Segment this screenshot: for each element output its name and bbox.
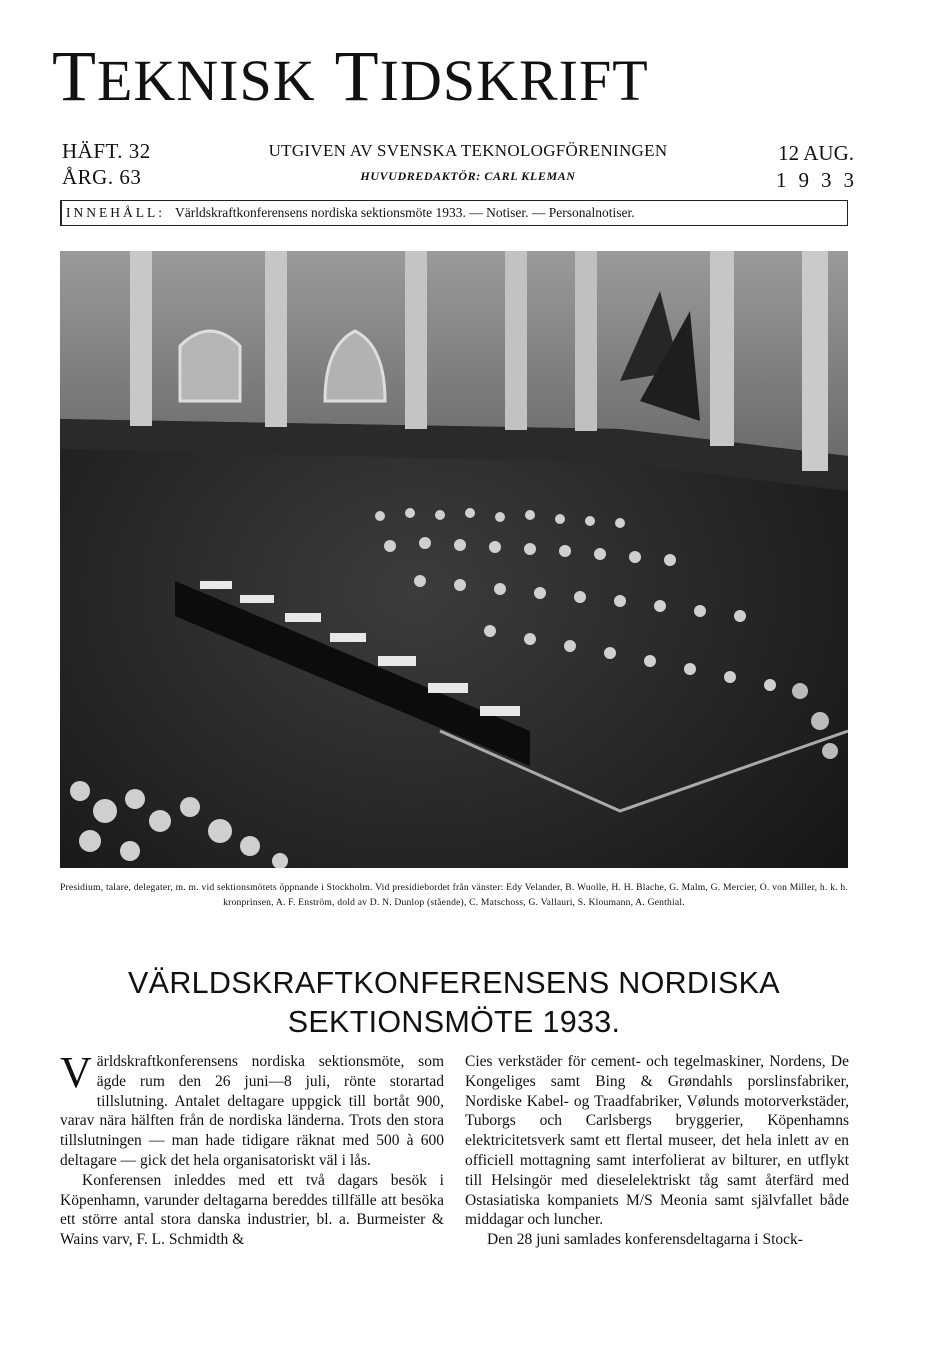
paragraph: Den 28 juni samlades konferensdeltagarna i Stock- <box>487 1231 803 1249</box>
volume-number: ÅRG. 63 <box>62 165 142 189</box>
pillar <box>505 251 527 430</box>
pillar <box>802 251 828 471</box>
pillar <box>265 251 287 427</box>
pillar <box>405 251 427 429</box>
article-column-right <box>465 1052 849 1250</box>
paragraph <box>60 1048 444 1171</box>
issue-year-value: 1933 <box>776 168 866 192</box>
contents-box <box>60 200 848 226</box>
masthead-initial-2: T <box>334 36 380 116</box>
issue-year <box>750 168 866 192</box>
article-title-line-1: VÄRLDSKRAFTKONFERENSENS NORDISKA <box>128 966 780 1000</box>
masthead-initial-1: T <box>52 36 97 116</box>
photo-caption: Presidium, talare, delegater, m. m. vid sektionsmötets öppnande i Stockholm. Vid presidiebordet från vänster: Edy Velander, B. Wuolle, H. H. Blache, G. Malm, G. Mercier, O. von Miller, h. k. h. kronprinsen, A. F. Enström, dold av D. N. Dunlop (stående), C. Matschoss, G. Vallauri, S. Kloumann, A. Genthial. <box>60 882 848 908</box>
conference-photo <box>60 251 848 868</box>
drop-cap: V <box>60 1048 92 1097</box>
paragraph-text: ärldskraftkonferensens nordiska sektionsmöte, som ägde rum den 26 juni—8 juli, rönte storartad tillslutning. Antalet deltagare uppgick till bortåt 900, varav nära hälften från de nordiska länderna. Trots den stora tillslutningen — man hade tidigare räknat med 500 à 600 deltagare — gick det hela organisatoriskt väl i lås. <box>60 1053 444 1169</box>
issue-number: HÄFT. 32 <box>62 139 151 163</box>
masthead-word-1: EKNISK <box>96 48 316 113</box>
conference-hall-illustration <box>60 251 848 868</box>
masthead-word-2: IDSKRIFT <box>379 48 649 113</box>
paragraph: Konferensen inleddes med ett två dagars besök i Köpenhamn, varunder deltagarna bereddes tillfälle att besöka ett större antal stora danska industrier, bl. a. Burmeister & Wains varv, F. L. Schmidth & <box>60 1171 444 1249</box>
issue-date: 12 AUG. <box>778 141 854 165</box>
paragraph: Cies verkstäder för cement- och tegelmaskiner, Nordens, De Kongeliges samt Bing & Grøndahls porslinsfabriker, Nordiske Kabel- og Traadfabriker, Vølunds motorverkstäder, Tuborgs och Carlsbergs bryggerier, Köpenhamns elektricitetsverk samt ett flertal museer, det hela inlett av en officiell mottagning samt interfolierat av bilturer, en utflykt till Helsingör med dieselelektriskt tåg samt återfärd med Ostasiatiska kompaniets M/S Meonia samt självfallet både middagar och luncher. <box>465 1053 849 1229</box>
pillar <box>575 251 597 431</box>
article-title <box>60 964 848 1042</box>
wall-niche <box>180 331 240 401</box>
editor-line: HUVUDREDAKTÖR: CARL KLEMAN <box>360 169 576 183</box>
pillar <box>130 251 152 426</box>
article-title-line-2: SEKTIONSMÖTE 1933. <box>287 1005 621 1039</box>
article-column-left <box>60 1048 444 1250</box>
masthead-title <box>52 26 882 126</box>
contents-items: Världskraftkonferensens nordiska sektionsmöte 1933. — Notiser. — Personalnotiser. <box>174 205 635 220</box>
contents-label: INNEHÅLL: <box>66 205 165 220</box>
pillar <box>710 251 734 446</box>
publisher-line: UTGIVEN AV SVENSKA TEKNOLOGFÖRENINGEN <box>268 141 668 160</box>
